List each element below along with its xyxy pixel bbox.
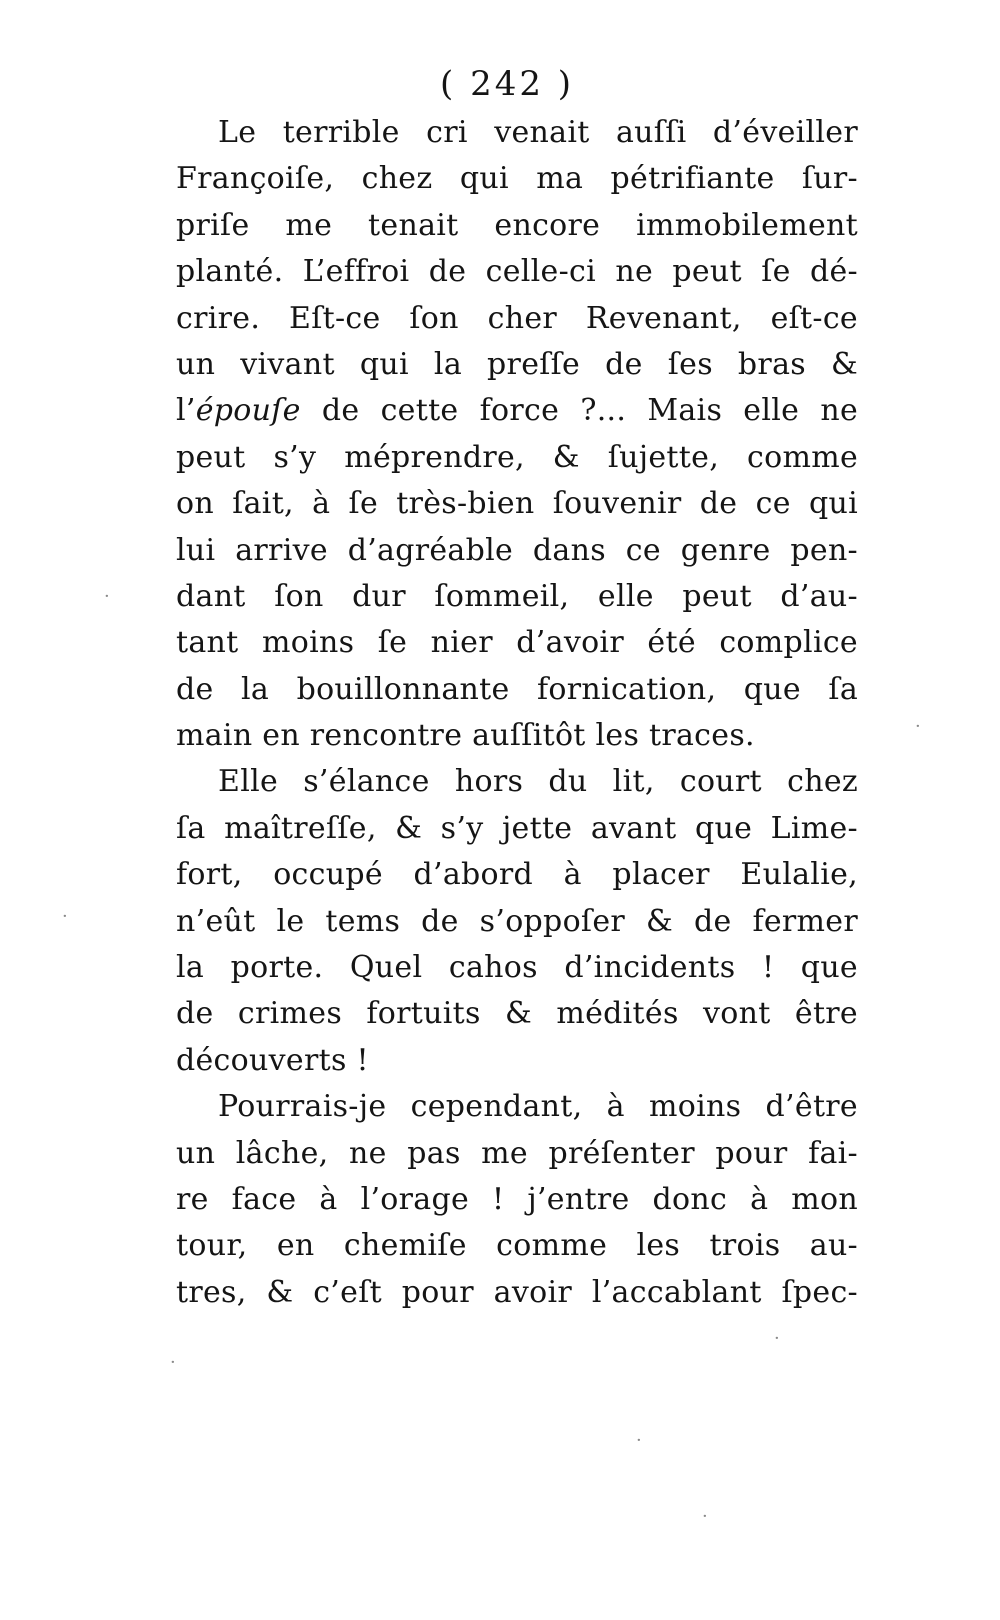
text-line: découverts ! [176,1042,369,1078]
text-line [176,388,858,434]
text-fragment: de cette force ?... Mais elle ne [300,393,858,429]
text-line: peut s’y méprendre, & ſujette, comme [176,439,858,475]
text-line: Pourrais-je cependant, à moins d’être [218,1089,858,1125]
text-line: priſe me tenait encore immobilement [176,207,858,243]
text-line: tres, & c’eſt pour avoir l’accablant ſpec- [176,1274,858,1310]
text-line: de crimes fortuits & médités vont être [176,996,858,1032]
text-line: planté. L’effroi de celle-ci ne peut ſe dé- [176,254,858,290]
text-fragment: l’ [176,393,196,429]
text-line: un lâche, ne pas me préſenter pour fai- [176,1135,858,1171]
text-line: re face à l’orage ! j’entre donc à mon [176,1181,858,1217]
text-line: tant moins ſe nier d’avoir été complice [176,625,858,661]
text-line: un vivant qui la preſſe de ſes bras & [176,346,858,382]
text-line: fort, occupé d’abord à placer Eulalie, [176,857,858,893]
text-line: dant ſon dur ſommeil, elle peut d’au- [176,578,858,614]
text-line: main en rencontre auſſitôt les traces. [176,718,755,754]
scan-speck: · [915,716,921,737]
text-line: Françoiſe, chez qui ma pétrifiante ſur- [176,161,858,197]
text-line: tour, en chemiſe comme les trois au- [176,1228,858,1264]
scan-speck: · [636,1430,642,1451]
scan-speck: · [702,1506,708,1527]
scan-speck: · [62,906,68,927]
body-text [176,110,858,1316]
page-number-header: ( 242 ) [440,64,575,104]
text-line: ſa maîtreſſe, & s’y jette avant que Lime- [176,810,858,846]
text-line: lui arrive d’agréable dans ce genre pen- [176,532,858,568]
text-line: Elle s’élance hors du lit, court chez [218,764,858,800]
scan-speck: · [170,1352,176,1373]
text-line: la porte. Quel cahos d’incidents ! que [176,950,858,986]
italic-word: épouſe [195,393,301,429]
text-line: crire. Eſt-ce ſon cher Revenant, eſt-ce [176,300,858,336]
text-line: n’eût le tems de s’oppoſer & de fermer [176,903,858,939]
scan-speck: · [774,1328,780,1349]
text-line: on ſait, à ſe très-bien ſouvenir de ce qui [176,486,858,522]
text-line: de la bouillonnante fornication, que ſa [176,671,858,707]
scan-speck: · [104,586,110,607]
text-line: Le terrible cri venait auſſi d’éveiller [218,115,858,150]
